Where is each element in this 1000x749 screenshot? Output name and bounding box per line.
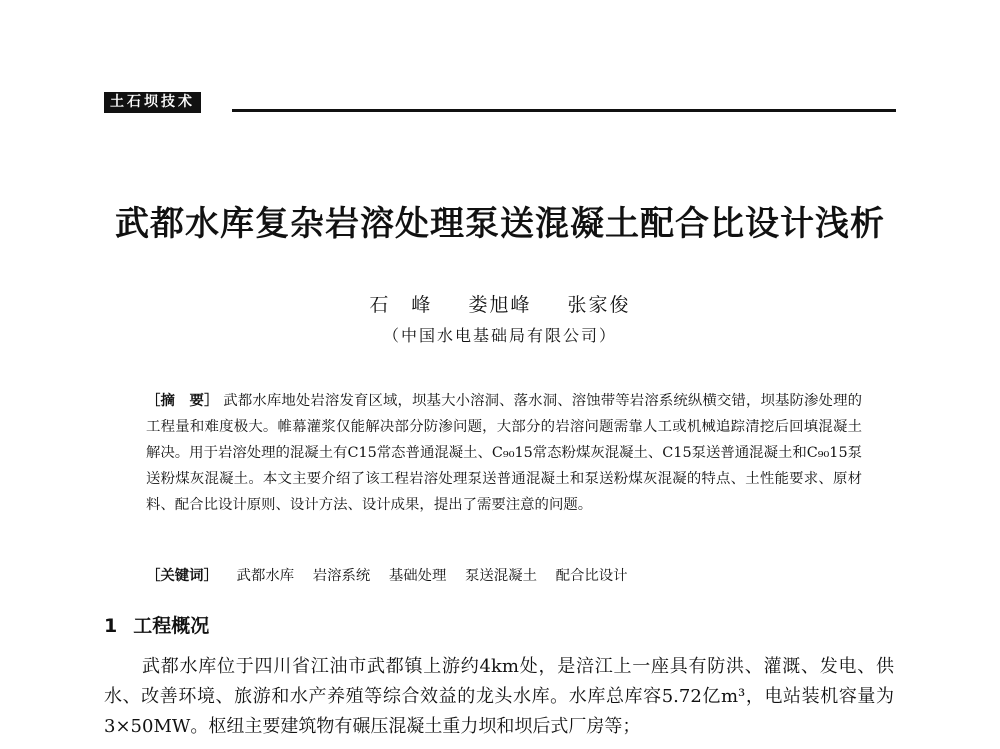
abstract [146,388,862,518]
keywords [146,563,862,589]
keyword: 配合比设计 [555,568,628,584]
affiliation: （中国水电基础局有限公司） [382,326,617,345]
article-title: 武都水库复杂岩溶处理泵送混凝土配合比设计浅析 [115,204,885,244]
author: 娄旭峰 [468,294,532,316]
keyword: 岩溶系统 [312,568,371,584]
abstract-text: 武都水库地处岩溶发育区域，坝基大小溶洞、落水洞、溶蚀带等岩溶系统纵横交错，坝基防渗处理的工程量和难度极大。帷幕灌浆仅能解决部分防渗问题，大部分的岩溶问题需靠人工或机械追踪清挖后回填混凝土解决。用于岩溶处理的混凝土有C15常态普通混凝土、C₉₀15常态粉煤灰混凝土、C15泵送普通混凝土和C₉₀15泵送粉煤灰混凝土。本文主要介绍了该工程岩溶处理泵送普通混凝土和泵送粉煤灰混凝的特点、土性能要求、原材料、配合比设计原则、设计方法、设计成果，提出了需要注意的问题。 [146,393,862,513]
author: 石 峰 [369,294,433,316]
header-rule [232,109,896,112]
keyword: 泵送混凝土 [465,568,537,584]
author: 张家俊 [567,294,631,316]
section-heading [104,611,209,638]
author-list [0,290,1000,317]
abstract-label: ［摘 要］ [146,392,219,409]
section-number: 1 [104,615,118,637]
keywords-label: ［关键词］ [146,567,218,584]
section-title: 工程概况 [133,615,210,637]
keyword: 武都水库 [236,568,295,584]
keyword: 基础处理 [388,568,447,584]
section-body-text: 武都水库位于四川省江油市武都镇上游约4km处，是涪江上一座具有防洪、灌溉、发电、供水、改善环境、旅游和水产养殖等综合效益的龙头水库。水库总库容5.72亿m³，电站装机容量为3×50MW。枢纽主要建筑物有碾压混凝土重力坝和坝后式厂房等； [104,656,894,737]
journal-section-label: 土石坝技术 [104,92,201,113]
